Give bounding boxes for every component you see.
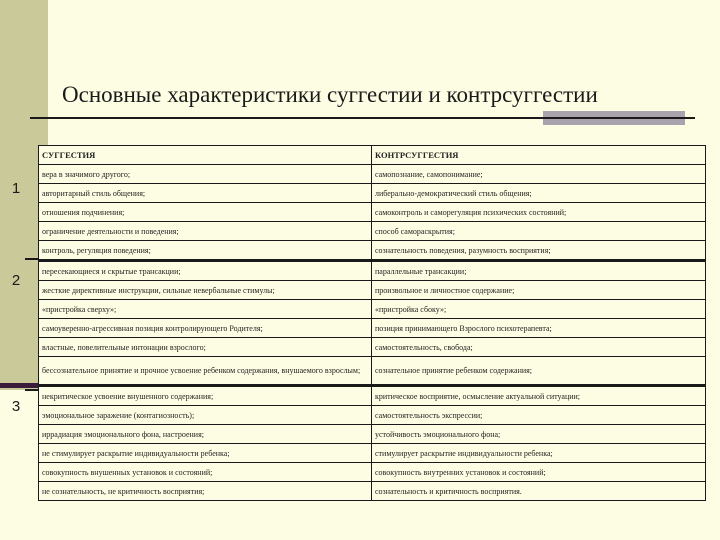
cell-countersuggestion: позиция принимающего Взрослого психотерапевта;	[372, 319, 706, 338]
table-row	[39, 463, 706, 482]
cell-countersuggestion: либерально-демократический стиль общения;	[372, 184, 706, 203]
header-suggestion: СУГГЕСТИЯ	[39, 146, 372, 165]
section-number-3: 3	[11, 398, 21, 415]
cell-countersuggestion: произвольное и личностное содержание;	[372, 281, 706, 300]
cell-suggestion: авторитарный стиль общения;	[39, 184, 372, 203]
cell-countersuggestion: «пристройка сбоку»;	[372, 300, 706, 319]
cell-suggestion: «пристройка сверху»;	[39, 300, 372, 319]
table-row	[39, 482, 706, 501]
table-row	[39, 203, 706, 222]
table-row	[39, 406, 706, 425]
cell-countersuggestion: сознательное принятие ребенком содержания;	[372, 357, 706, 386]
cell-suggestion: властные, повелительные интонации взрослого;	[39, 338, 372, 357]
cell-countersuggestion: способ самораскрытия;	[372, 222, 706, 241]
cell-countersuggestion: самостоятельность, свобода;	[372, 338, 706, 357]
table-row	[39, 281, 706, 300]
cell-suggestion: бессознательное принятие и прочное усвоение ребенком содержания, внушаемого взрослым;	[39, 357, 372, 386]
cell-suggestion: отношения подчинения;	[39, 203, 372, 222]
cell-suggestion: жесткие директивные инструкции, сильные невербальные стимулы;	[39, 281, 372, 300]
section-number-1: 1	[11, 180, 21, 197]
cell-suggestion: не стимулирует раскрытие индивидуальности ребенка;	[39, 444, 372, 463]
cell-countersuggestion: совокупность внутренних установок и состояний;	[372, 463, 706, 482]
section-number-2: 2	[11, 272, 21, 289]
cell-countersuggestion: самостоятельность экспрессии;	[372, 406, 706, 425]
table-row	[39, 261, 706, 281]
table-row	[39, 222, 706, 241]
cell-suggestion: иррадиация эмоционального фона, настроения;	[39, 425, 372, 444]
table-row	[39, 241, 706, 261]
table-row	[39, 386, 706, 406]
table-row	[39, 444, 706, 463]
title-underline	[30, 117, 695, 119]
cell-suggestion: ограничение деятельности и поведения;	[39, 222, 372, 241]
cell-countersuggestion: сознательность поведения, разумность восприятия;	[372, 241, 706, 261]
cell-countersuggestion: сознательность и критичность восприятия.	[372, 482, 706, 501]
cell-suggestion: некритическое усвоение внушенного содержания;	[39, 386, 372, 406]
cell-countersuggestion: стимулирует раскрытие индивидуальности ребенка;	[372, 444, 706, 463]
table-row	[39, 319, 706, 338]
cell-suggestion: эмоциональное заражение (контагиозность);	[39, 406, 372, 425]
table-row	[39, 425, 706, 444]
cell-suggestion: вера в значимого другого;	[39, 165, 372, 184]
cell-suggestion: совокупность внушенных установок и состояний;	[39, 463, 372, 482]
cell-suggestion: не сознательность, не критичность восприятия;	[39, 482, 372, 501]
cell-countersuggestion: критическое восприятие, осмысление актуальной ситуации;	[372, 386, 706, 406]
cell-countersuggestion: самоконтроль и саморегуляция психических состояний;	[372, 203, 706, 222]
cell-countersuggestion: устойчивость эмоционального фона;	[372, 425, 706, 444]
table-row	[39, 165, 706, 184]
comparison-table	[38, 145, 706, 501]
cell-suggestion: самоуверенно-агрессивная позиция контролирующего Родителя;	[39, 319, 372, 338]
table-row	[39, 184, 706, 203]
header-countersuggestion: КОНТРСУГГЕСТИЯ	[372, 146, 706, 165]
cell-countersuggestion: самопознание, самопонимание;	[372, 165, 706, 184]
table-row	[39, 357, 706, 386]
slide-title: Основные характеристики суггестии и контрсуггестии	[62, 82, 598, 107]
cell-countersuggestion: параллельные трансакции;	[372, 261, 706, 281]
cell-suggestion: контроль, регуляция поведения;	[39, 241, 372, 261]
table-row	[39, 338, 706, 357]
cell-suggestion: пересекающиеся и скрытые трансакции;	[39, 261, 372, 281]
table-row	[39, 300, 706, 319]
table-header-row	[39, 146, 706, 165]
